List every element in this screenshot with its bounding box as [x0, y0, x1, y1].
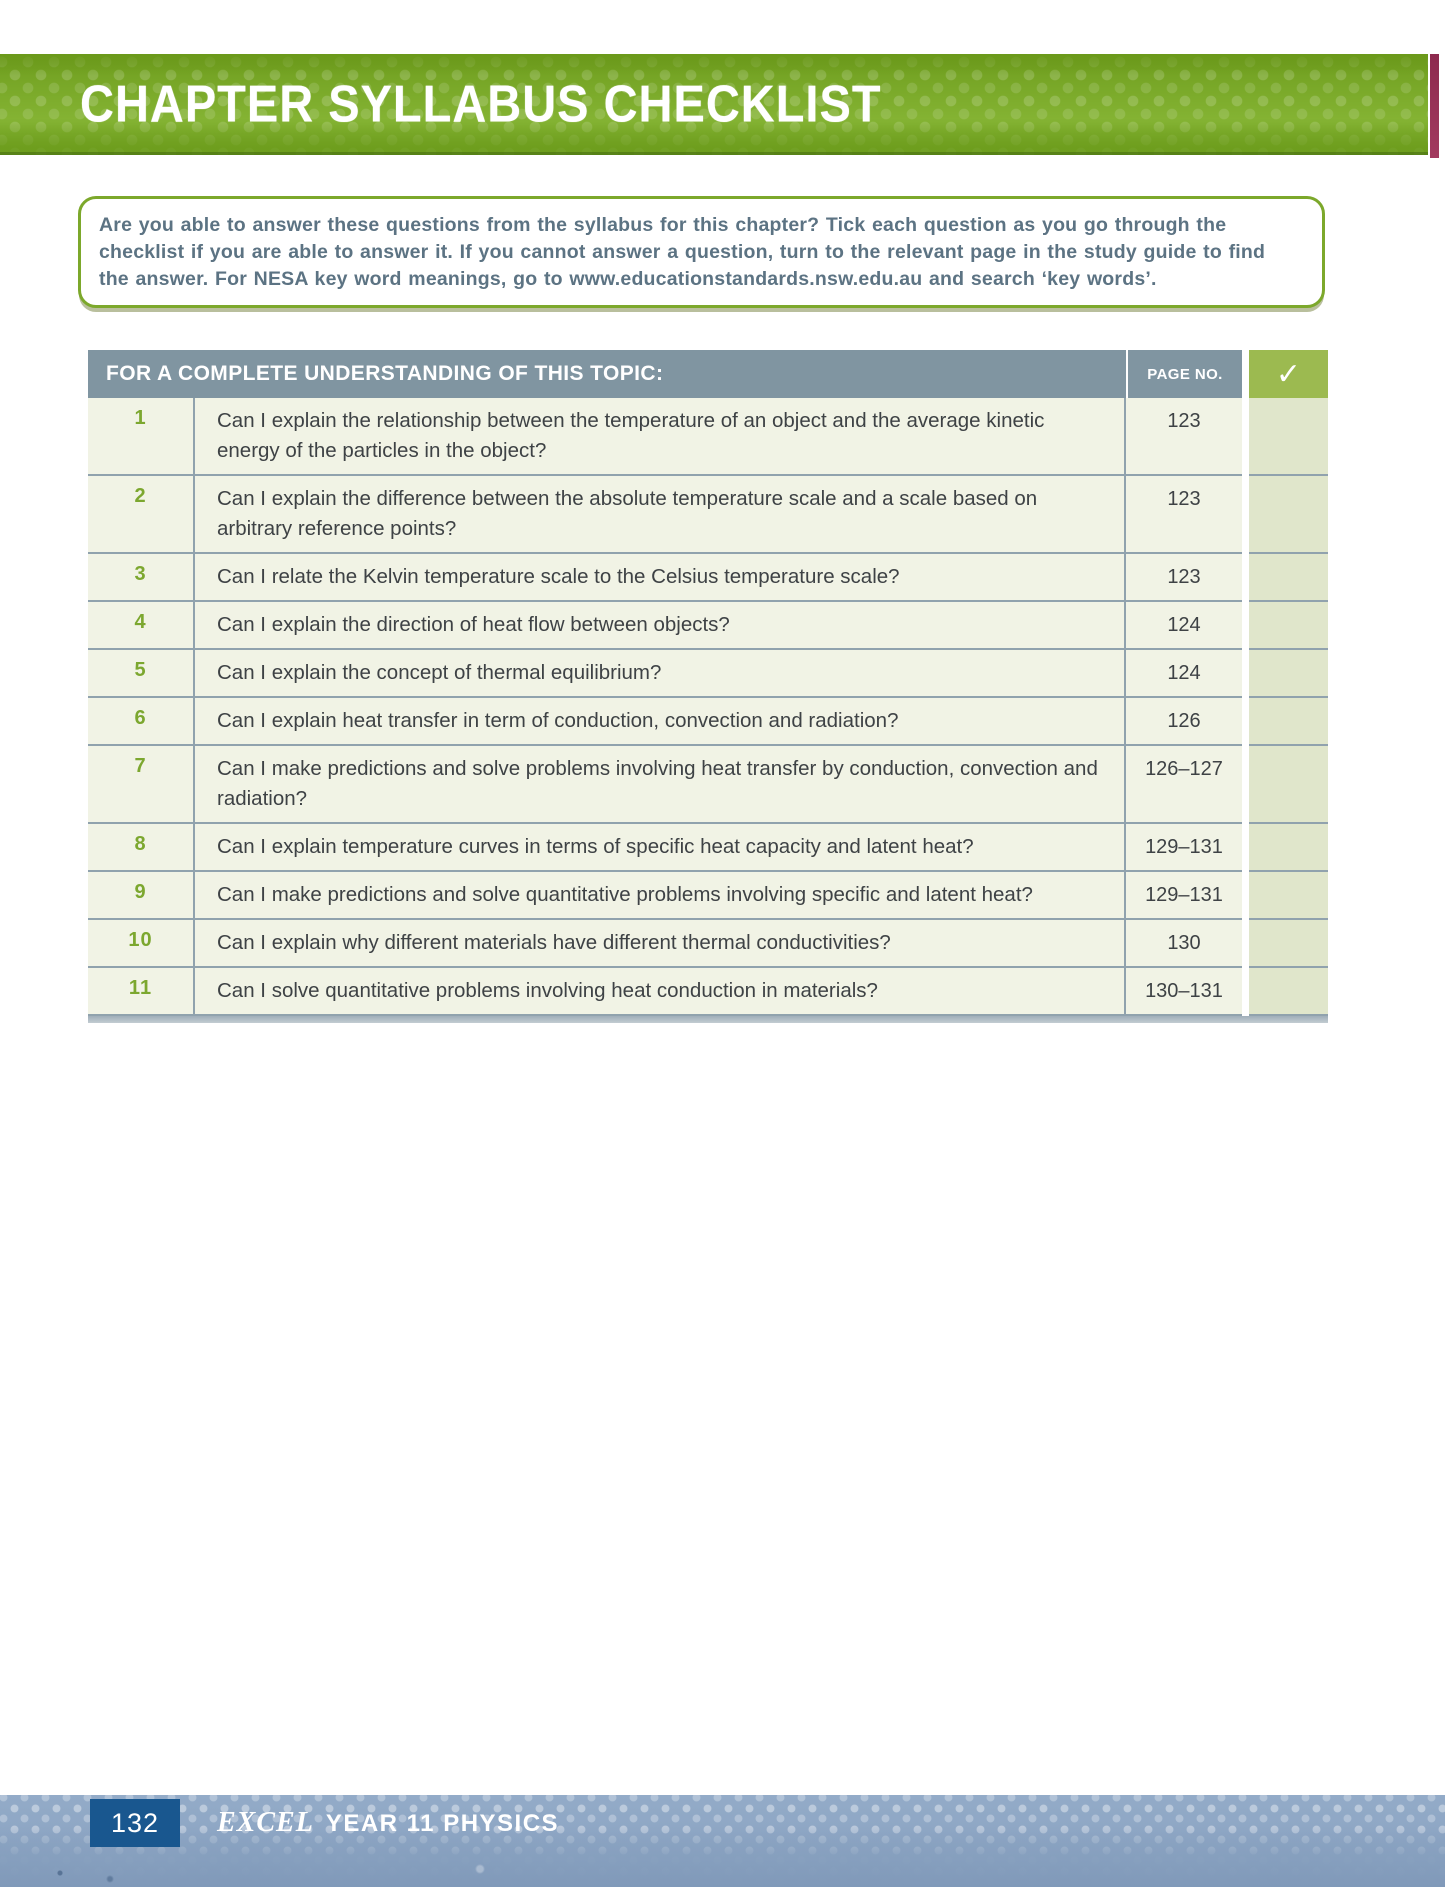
check-cell — [1249, 554, 1328, 602]
page-number: 129–131 — [1126, 872, 1242, 920]
syllabus-checklist-table — [88, 350, 1328, 1023]
table-row — [88, 872, 1328, 920]
check-cell — [1249, 650, 1328, 698]
question-text: Can I make predictions and solve quantitative problems involving specific and latent heat? — [195, 872, 1126, 920]
check-cell — [1249, 698, 1328, 746]
footer-page-number: 132 — [110, 1807, 160, 1838]
question-text: Can I explain the relationship between the temperature of an object and the average kinetic energy of the particles in the object? — [195, 398, 1126, 476]
column-gap — [1242, 968, 1249, 1016]
column-gap — [1242, 872, 1249, 920]
row-number: 6 — [88, 698, 195, 746]
book-title — [217, 1807, 559, 1839]
check-cell — [1249, 602, 1328, 650]
page-number: 123 — [1126, 554, 1242, 602]
table-row — [88, 602, 1328, 650]
check-cell — [1249, 968, 1328, 1016]
page-number: 124 — [1126, 650, 1242, 698]
intro-box — [78, 196, 1325, 308]
footer-content — [90, 1799, 559, 1847]
table-row — [88, 650, 1328, 698]
page-number: 126–127 — [1126, 746, 1242, 824]
footer-series-title: EXCEL — [217, 1807, 314, 1838]
column-gap — [1242, 824, 1249, 872]
row-number: 1 — [88, 398, 195, 476]
footer-book-title: YEAR 11 PHYSICS — [325, 1810, 560, 1837]
table-row — [88, 746, 1328, 824]
row-number: 9 — [88, 872, 195, 920]
table-row — [88, 398, 1328, 476]
check-cell — [1249, 824, 1328, 872]
page-number: 124 — [1126, 602, 1242, 650]
question-text: Can I make predictions and solve problems involving heat transfer by conduction, convection and radiation? — [195, 746, 1126, 824]
row-number: 10 — [88, 920, 195, 968]
check-cell — [1249, 920, 1328, 968]
row-number: 5 — [88, 650, 195, 698]
header-page-no-label: PAGE NO. — [1126, 350, 1242, 398]
table-bottom-shadow — [88, 1016, 1328, 1023]
question-text: Can I explain heat transfer in term of conduction, convection and radiation? — [195, 698, 1126, 746]
question-text: Can I explain the direction of heat flow between objects? — [195, 602, 1126, 650]
header-topic-label: FOR A COMPLETE UNDERSTANDING OF THIS TOPIC: — [88, 350, 1126, 398]
check-cell — [1249, 476, 1328, 554]
column-gap — [1242, 746, 1249, 824]
table-row — [88, 968, 1328, 1016]
page-number: 129–131 — [1126, 824, 1242, 872]
table-row — [88, 554, 1328, 602]
page-number: 130 — [1126, 920, 1242, 968]
question-text: Can I solve quantitative problems involving heat conduction in materials? — [195, 968, 1126, 1016]
column-gap — [1242, 554, 1249, 602]
page-number-box — [90, 1799, 180, 1847]
column-gap — [1242, 920, 1249, 968]
page-number: 123 — [1126, 398, 1242, 476]
page-edge-strip — [1430, 54, 1439, 158]
page-title: CHAPTER SYLLABUS CHECKLIST — [80, 73, 882, 133]
table-row — [88, 824, 1328, 872]
column-gap — [1242, 398, 1249, 476]
question-text: Can I explain the concept of thermal equilibrium? — [195, 650, 1126, 698]
page-number: 123 — [1126, 476, 1242, 554]
question-text: Can I explain the difference between the absolute temperature scale and a scale based on arbitrary reference points? — [195, 476, 1126, 554]
chapter-banner — [0, 54, 1428, 155]
footer-band — [0, 1795, 1445, 1887]
row-number: 8 — [88, 824, 195, 872]
row-number: 11 — [88, 968, 195, 1016]
check-cell — [1249, 746, 1328, 824]
table-header-row — [88, 350, 1328, 398]
page-number: 126 — [1126, 698, 1242, 746]
column-gap — [1242, 602, 1249, 650]
check-cell — [1249, 398, 1328, 476]
check-icon: ✓ — [1249, 350, 1328, 398]
table-row — [88, 920, 1328, 968]
question-text: Can I relate the Kelvin temperature scale to the Celsius temperature scale? — [195, 554, 1126, 602]
table-row — [88, 476, 1328, 554]
header-column-gap — [1242, 350, 1249, 398]
question-text: Can I explain why different materials have different thermal conductivities? — [195, 920, 1126, 968]
row-number: 3 — [88, 554, 195, 602]
intro-text: Are you able to answer these questions from the syllabus for this chapter? Tick each question as you go through the checklist if you are able to answer it. If you cannot answer a question, turn to the relevant page in the study guide to find the answer. For NESA key word meanings, go to www.educationstandards.nsw.edu.au and search ‘key words’. — [99, 214, 1266, 290]
check-cell — [1249, 872, 1328, 920]
column-gap — [1242, 476, 1249, 554]
question-text: Can I explain temperature curves in terms of specific heat capacity and latent heat? — [195, 824, 1126, 872]
column-gap — [1242, 650, 1249, 698]
page-number: 130–131 — [1126, 968, 1242, 1016]
table-row — [88, 698, 1328, 746]
column-gap — [1242, 698, 1249, 746]
row-number: 7 — [88, 746, 195, 824]
row-number: 2 — [88, 476, 195, 554]
row-number: 4 — [88, 602, 195, 650]
